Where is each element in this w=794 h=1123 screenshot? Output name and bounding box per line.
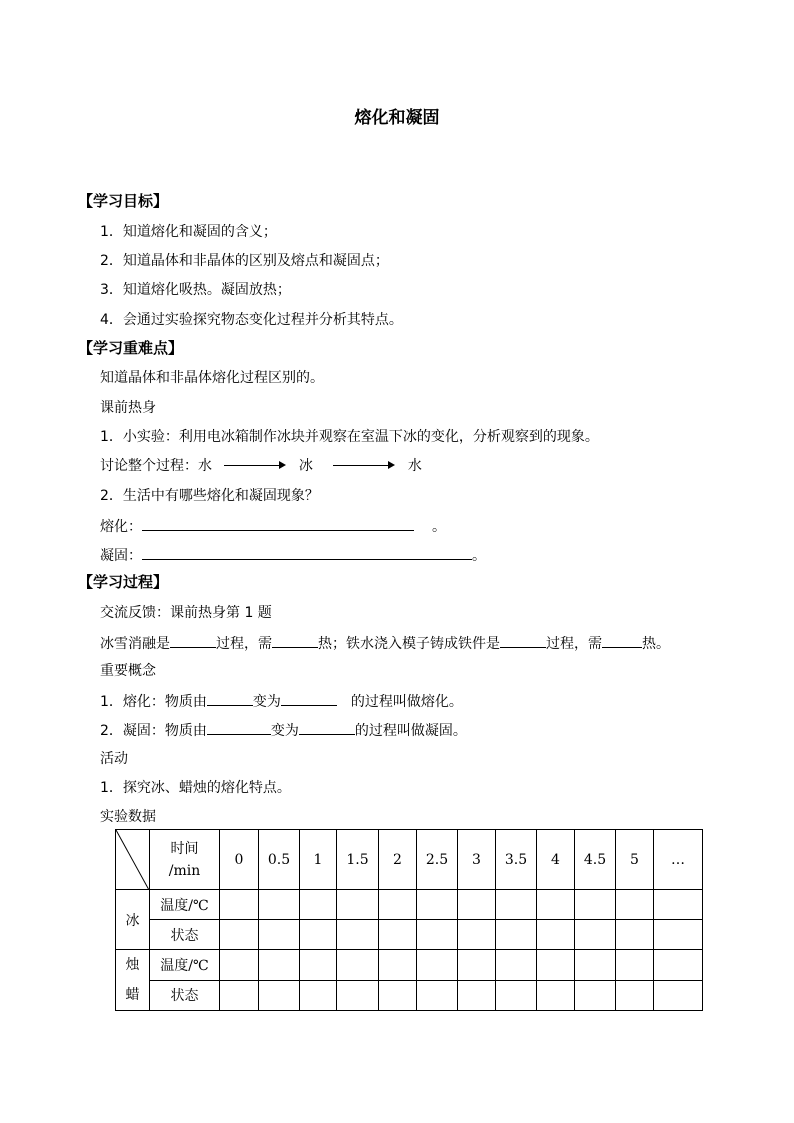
sentence-part: 热。 <box>642 636 670 652</box>
data-cell[interactable] <box>537 890 575 920</box>
data-cell[interactable] <box>496 890 537 920</box>
time-header-cell <box>150 830 220 890</box>
data-cell[interactable] <box>654 950 703 981</box>
data-cell[interactable] <box>616 920 654 950</box>
data-cell[interactable] <box>616 980 654 1011</box>
data-cell[interactable] <box>537 920 575 950</box>
data-cell[interactable] <box>220 890 259 920</box>
freeze-line <box>100 545 486 565</box>
time-value: 0 <box>220 830 259 890</box>
data-cell[interactable] <box>417 890 458 920</box>
temperature-label: 温度/℃ <box>150 950 220 981</box>
time-value: 4.5 <box>575 830 616 890</box>
concept-1 <box>100 691 463 711</box>
concept-part: 变为 <box>270 723 299 739</box>
activity-1: 1．探究冰、蜡烛的熔化特点。 <box>100 780 291 796</box>
page-title: 熔化和凝固 <box>354 108 440 128</box>
time-value: 4 <box>537 830 575 890</box>
data-cell[interactable] <box>575 920 616 950</box>
data-cell[interactable] <box>537 980 575 1011</box>
data-cell[interactable] <box>458 980 496 1011</box>
concept-2-blank-1[interactable] <box>207 720 271 735</box>
data-cell[interactable] <box>300 950 337 981</box>
concept-part: 2．凝固：物质由 <box>100 723 207 739</box>
time-unit: /min <box>168 862 201 879</box>
melt-blank[interactable] <box>142 516 414 531</box>
concepts-label: 重要概念 <box>100 663 156 679</box>
data-cell[interactable] <box>379 980 417 1011</box>
concept-part: 变为 <box>252 694 281 710</box>
data-cell[interactable] <box>259 920 300 950</box>
experiment-data-table <box>115 829 703 1011</box>
data-cell[interactable] <box>379 950 417 981</box>
blank-1[interactable] <box>170 633 216 648</box>
data-cell[interactable] <box>496 980 537 1011</box>
question-2: 2．生活中有哪些熔化和凝固现象？ <box>100 488 319 504</box>
data-cell[interactable] <box>220 950 259 981</box>
data-cell[interactable] <box>417 920 458 950</box>
time-value: 2 <box>379 830 417 890</box>
concept-1-blank-1[interactable] <box>207 691 253 706</box>
data-cell[interactable] <box>417 950 458 981</box>
concept-1-blank-2[interactable] <box>281 691 337 706</box>
data-cell[interactable] <box>458 890 496 920</box>
data-cell[interactable] <box>337 920 379 950</box>
activity-label: 活动 <box>100 751 128 767</box>
concept-part: 1．熔化：物质由 <box>100 694 207 710</box>
data-cell[interactable] <box>496 950 537 981</box>
data-cell[interactable] <box>654 920 703 950</box>
time-value: 1.5 <box>337 830 379 890</box>
key-points-text: 知道晶体和非晶体熔化过程区别的。 <box>100 370 324 386</box>
process-heading: 【学习过程】 <box>78 573 169 591</box>
goals-heading: 【学习目标】 <box>78 192 169 210</box>
blank-2[interactable] <box>272 633 318 648</box>
concept-2-blank-2[interactable] <box>299 720 355 735</box>
blank-4[interactable] <box>602 633 642 648</box>
ice-row-label: 冰 <box>116 890 150 950</box>
data-cell[interactable] <box>575 950 616 981</box>
concept-2 <box>100 720 467 740</box>
data-cell[interactable] <box>654 980 703 1011</box>
goal-item: 2．知道晶体和非晶体的区别及熔点和凝固点； <box>100 253 389 269</box>
discussion-mid: 冰 <box>298 458 313 474</box>
melt-end: 。 <box>432 519 446 535</box>
data-cell[interactable] <box>220 980 259 1011</box>
time-value: 3.5 <box>496 830 537 890</box>
data-cell[interactable] <box>654 890 703 920</box>
data-cell[interactable] <box>575 890 616 920</box>
time-value: … <box>654 830 703 890</box>
sentence-part: 冰雪消融是 <box>100 636 170 652</box>
state-label: 状态 <box>150 920 220 950</box>
data-cell[interactable] <box>259 950 300 981</box>
diagonal-line-icon <box>116 830 149 890</box>
time-value: 3 <box>458 830 496 890</box>
data-cell[interactable] <box>259 890 300 920</box>
goal-item: 1．知道熔化和凝固的含义； <box>100 224 277 240</box>
data-cell[interactable] <box>616 950 654 981</box>
data-cell[interactable] <box>337 950 379 981</box>
freeze-end: 。 <box>472 548 486 564</box>
melt-label: 熔化： <box>100 519 142 535</box>
feedback-label: 交流反馈：课前热身第 1 题 <box>100 605 272 621</box>
data-cell[interactable] <box>337 980 379 1011</box>
data-cell[interactable] <box>616 890 654 920</box>
time-value: 0.5 <box>259 830 300 890</box>
discussion-end: 水 <box>407 458 422 474</box>
time-label: 时间 <box>170 840 199 857</box>
data-cell[interactable] <box>337 890 379 920</box>
candle-label-bottom: 蜡 <box>125 987 140 1003</box>
sentence-part: 过程，需 <box>546 636 602 652</box>
temperature-label: 温度/℃ <box>150 890 220 920</box>
time-value: 1 <box>300 830 337 890</box>
sentence-part: 热；铁水浇入模子铸成铁件是 <box>318 636 500 652</box>
state-label: 状态 <box>150 980 220 1011</box>
diagonal-corner-cell <box>116 830 150 890</box>
concept-part: 的过程叫做凝固。 <box>354 723 467 739</box>
fill-sentence <box>100 633 670 653</box>
data-cell[interactable] <box>537 950 575 981</box>
concept-part: 的过程叫做熔化。 <box>350 694 463 710</box>
experiment-1: 1．小实验：利用电冰箱制作冰块并观察在室温下冰的变化，分析观察到的现象。 <box>100 429 599 445</box>
data-cell[interactable] <box>417 980 458 1011</box>
data-cell[interactable] <box>458 950 496 981</box>
freeze-label: 凝固： <box>100 548 142 564</box>
freeze-blank[interactable] <box>142 545 472 560</box>
data-cell[interactable] <box>220 920 259 950</box>
key-points-heading: 【学习重难点】 <box>78 339 184 357</box>
data-cell[interactable] <box>300 920 337 950</box>
goal-item: 3．知道熔化吸热。凝固放热； <box>100 282 291 298</box>
data-cell[interactable] <box>379 890 417 920</box>
data-cell[interactable] <box>575 980 616 1011</box>
discussion-label: 讨论整个过程：水 <box>100 458 212 474</box>
data-cell[interactable] <box>300 890 337 920</box>
blank-3[interactable] <box>500 633 546 648</box>
discussion-line <box>100 457 422 475</box>
right-arrow-icon <box>224 461 286 471</box>
right-arrow-icon <box>333 461 395 471</box>
time-value: 2.5 <box>417 830 458 890</box>
melt-line <box>100 516 446 536</box>
sentence-part: 过程，需 <box>216 636 272 652</box>
time-value: 5 <box>616 830 654 890</box>
data-cell[interactable] <box>300 980 337 1011</box>
warmup-label: 课前热身 <box>100 400 156 416</box>
candle-label-top: 烛 <box>125 957 140 973</box>
candle-row-label <box>116 950 150 1011</box>
experiment-data-label: 实验数据 <box>100 809 156 825</box>
data-cell[interactable] <box>379 920 417 950</box>
goal-item: 4．会通过实验探究物态变化过程并分析其特点。 <box>100 312 403 328</box>
data-cell[interactable] <box>496 920 537 950</box>
data-cell[interactable] <box>458 920 496 950</box>
data-cell[interactable] <box>259 980 300 1011</box>
